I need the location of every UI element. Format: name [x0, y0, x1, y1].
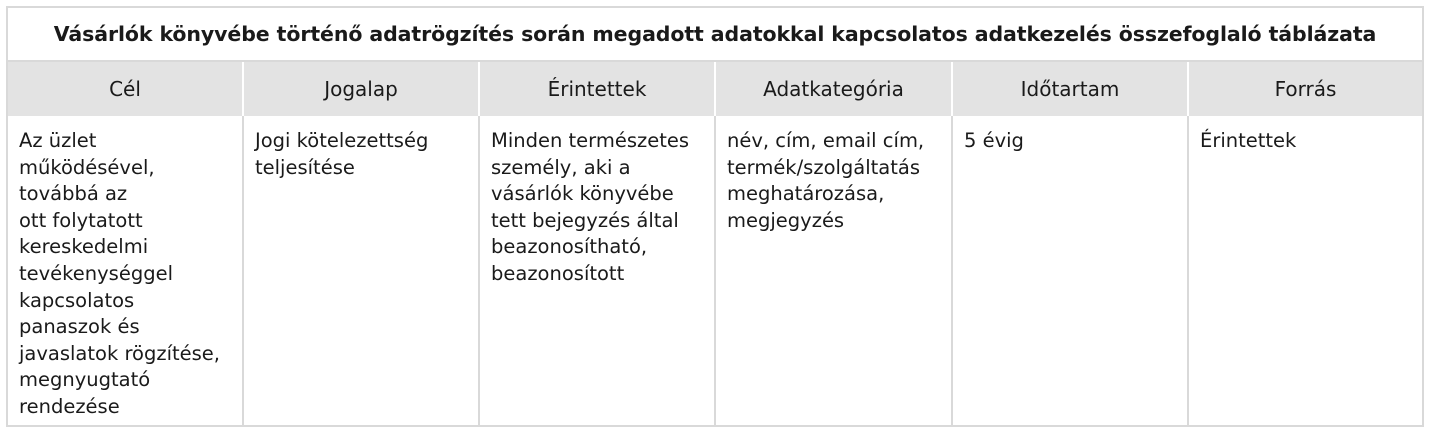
cell-line: meghatározása,	[727, 182, 885, 206]
cell-line: név, cím, email cím,	[727, 129, 925, 152]
cell-line: kapcsolatos	[19, 288, 135, 312]
table-row	[8, 116, 1422, 425]
cell-line: tett bejegyzés által	[491, 208, 679, 232]
cell-line: tevékenységgel	[19, 261, 174, 285]
cell-cel	[8, 116, 244, 425]
header-cel: Cél	[8, 62, 244, 116]
cell-line: ott folytatott	[19, 208, 143, 232]
cell-line: vásárlók könyvébe	[491, 182, 674, 206]
cell-line: panaszok és	[19, 315, 140, 339]
cell-line: személy, aki a	[491, 155, 631, 179]
cell-line: Érintettek	[1200, 129, 1297, 152]
cell-line: Jogi kötelezettség	[255, 129, 429, 152]
header-erintettek: Érintettek	[480, 62, 716, 116]
table-header-row	[8, 62, 1422, 116]
cell-line: beazonosítható,	[491, 235, 648, 259]
header-jogalap: Jogalap	[244, 62, 480, 116]
table-title: Vásárlók könyvébe történő adatrögzítés során megadott adatokkal kapcsolatos adatkezelés összefoglaló táblázata	[8, 8, 1422, 62]
header-idotartam: Időtartam	[953, 62, 1189, 116]
data-processing-table	[6, 6, 1424, 427]
cell-line: beazonosított	[491, 261, 625, 285]
cell-line: továbbá az	[19, 182, 128, 206]
cell-line: megnyugtató	[19, 368, 151, 392]
cell-idotartam	[953, 116, 1189, 425]
cell-forras	[1189, 116, 1422, 425]
cell-line: Az üzlet	[19, 129, 97, 152]
header-forras: Forrás	[1189, 62, 1422, 116]
cell-adatkategoria	[716, 116, 953, 425]
cell-line: rendezése	[19, 394, 120, 418]
cell-line: működésével,	[19, 155, 155, 179]
cell-line: teljesítése	[255, 155, 355, 179]
cell-line: javaslatok rögzítése,	[19, 341, 220, 365]
cell-line: 5 évig	[964, 129, 1024, 152]
cell-line: Minden természetes	[491, 129, 690, 152]
cell-line: megjegyzés	[727, 208, 845, 232]
cell-jogalap	[244, 116, 480, 425]
header-adatkategoria: Adatkategória	[716, 62, 953, 116]
cell-erintettek	[480, 116, 716, 425]
cell-line: termék/szolgáltatás	[727, 155, 921, 179]
cell-line: kereskedelmi	[19, 235, 149, 259]
